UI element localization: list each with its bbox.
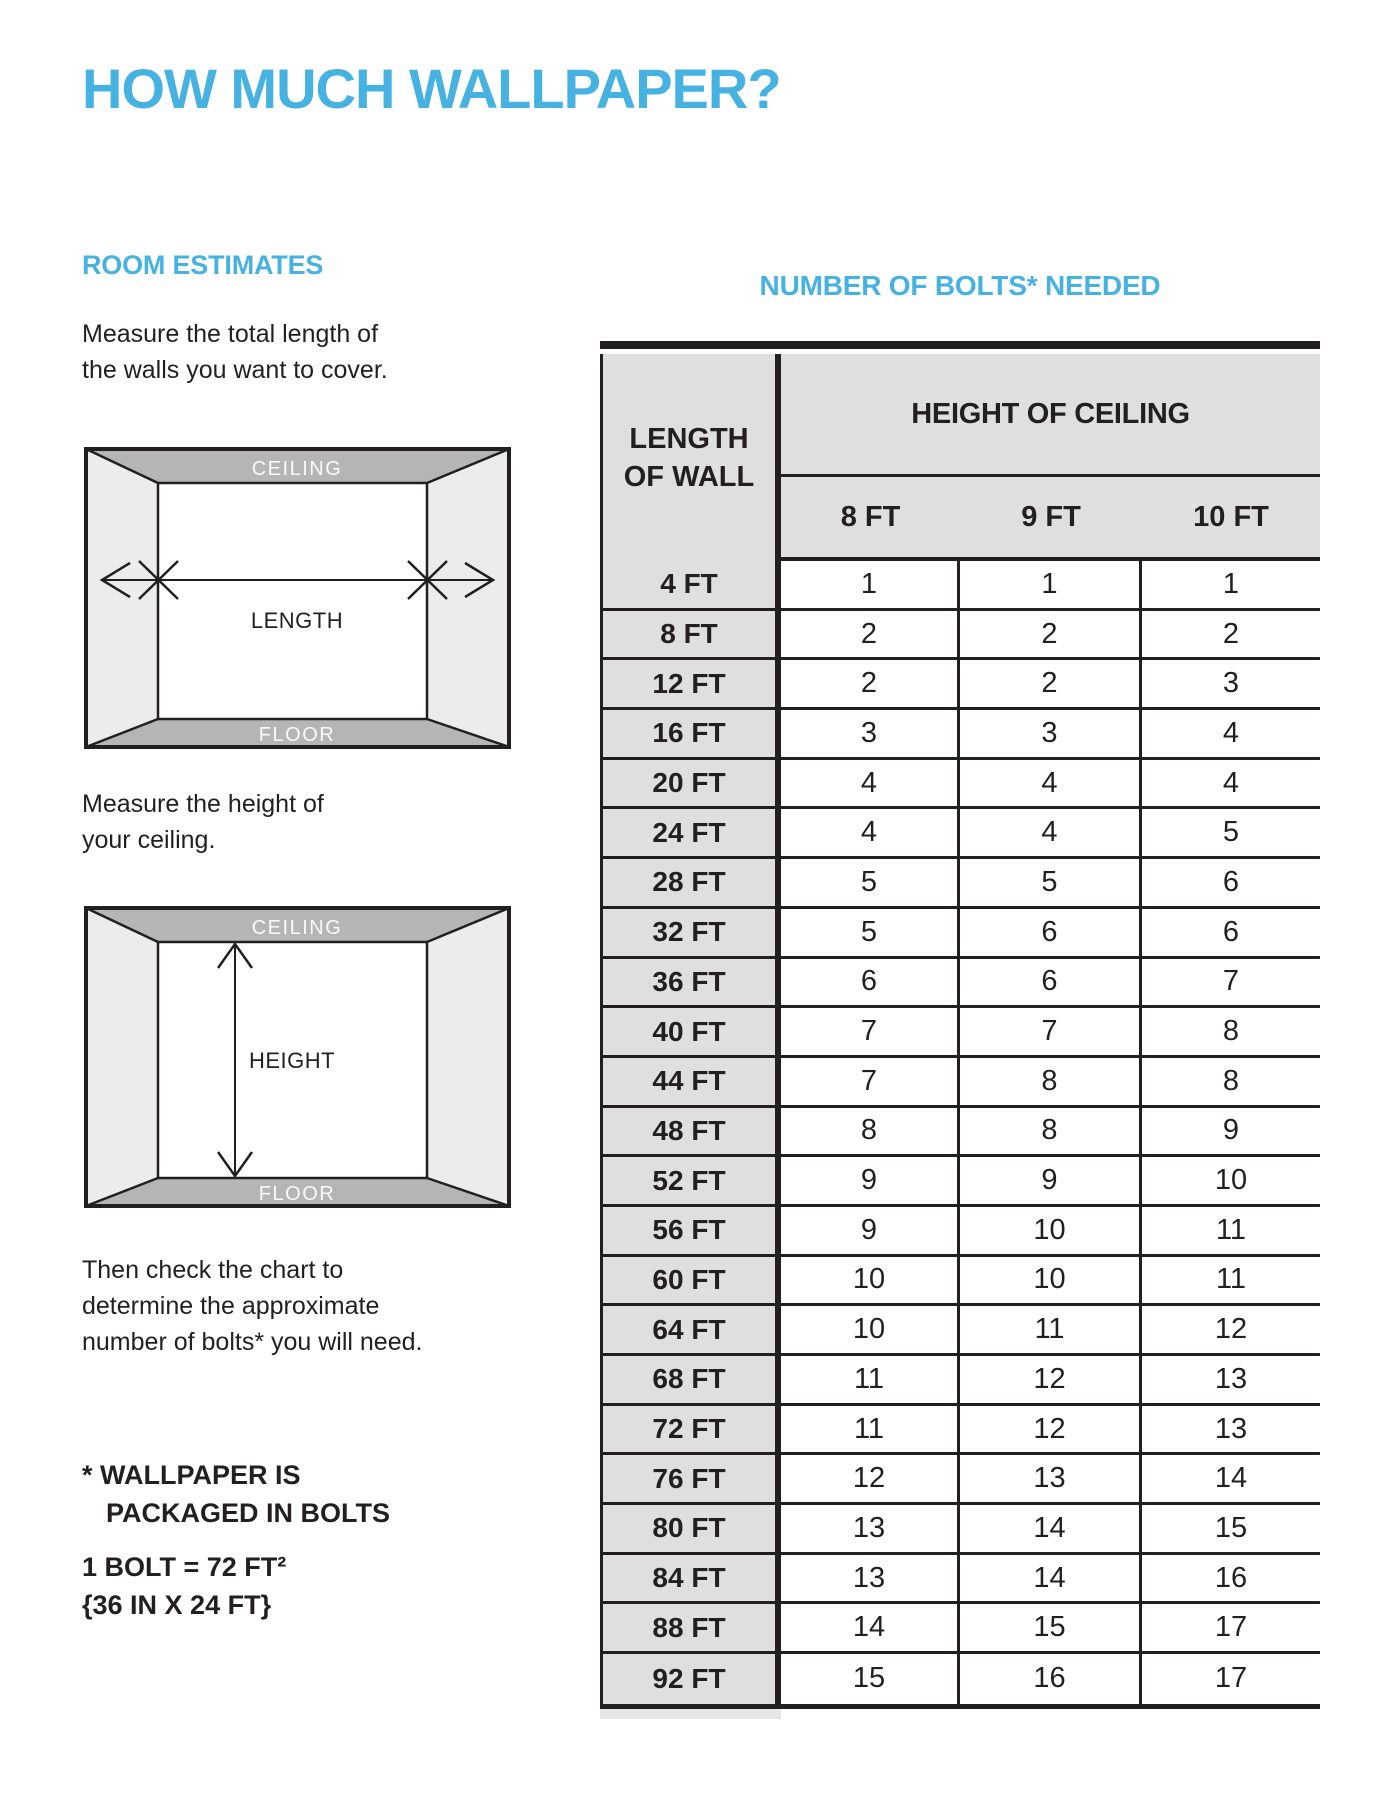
row-label: 40 FT [600,1008,781,1058]
row-label: 16 FT [600,710,781,760]
instruction-line: your ceiling. [82,826,216,854]
instruction-check-chart [82,1252,422,1360]
row-value: 2 [781,660,960,710]
floor-label: FLOOR [258,724,336,746]
row-value: 11 [781,1356,960,1406]
instruction-measure-length [82,316,388,388]
row-value: 14 [781,1604,960,1654]
row-value: 10 [781,1257,960,1307]
row-value: 14 [960,1505,1142,1555]
corner-header-line: LENGTH [629,422,749,455]
row-value: 11 [1142,1207,1320,1257]
row-label: 76 FT [600,1455,781,1505]
row-value: 4 [781,809,960,859]
row-label: 24 FT [600,809,781,859]
row-label: 8 FT [600,611,781,661]
ceiling-label: CEILING [251,917,343,939]
row-label: 44 FT [600,1058,781,1108]
row-value: 13 [781,1505,960,1555]
instruction-line: determine the approximate [82,1292,380,1320]
footnote-line: PACKAGED IN BOLTS [106,1498,391,1528]
row-value: 2 [781,611,960,661]
row-value: 2 [1142,611,1320,661]
height-diagram [84,906,511,1208]
row-label: 32 FT [600,909,781,959]
bolt-info-line: {36 IN X 24 FT} [82,1590,272,1620]
label-column-stub [600,1709,781,1719]
row-value: 13 [1142,1406,1320,1456]
footnote-line: * WALLPAPER IS [82,1460,301,1490]
row-value: 11 [960,1306,1142,1356]
bolts-footnote [82,1456,390,1532]
row-value: 3 [781,710,960,760]
row-value: 8 [960,1108,1142,1158]
row-label: 72 FT [600,1406,781,1456]
bolts-table-grid [600,354,1320,1704]
instruction-line: Measure the height of [82,790,324,818]
row-label: 80 FT [600,1505,781,1555]
row-value: 9 [781,1207,960,1257]
row-value: 6 [960,959,1142,1009]
corner-header-line: OF WALL [623,460,755,493]
height-diagram-svg [84,906,511,1208]
row-value: 2 [960,660,1142,710]
row-value: 10 [1142,1157,1320,1207]
instruction-line: Then check the chart to [82,1256,344,1284]
right-wall [427,449,509,747]
row-value: 12 [960,1356,1142,1406]
row-label: 88 FT [600,1604,781,1654]
row-value: 4 [781,760,960,810]
row-value: 4 [960,809,1142,859]
row-value: 8 [960,1058,1142,1108]
row-label: 56 FT [600,1207,781,1257]
row-value: 12 [781,1455,960,1505]
row-value: 5 [781,909,960,959]
instruction-line: the walls you want to cover. [82,356,388,384]
row-value: 6 [1142,909,1320,959]
left-wall [86,908,158,1206]
row-value: 5 [960,859,1142,909]
row-value: 14 [1142,1455,1320,1505]
row-value: 2 [960,611,1142,661]
column-header-10ft: 10 FT [1142,477,1320,561]
instruction-measure-height [82,786,324,858]
bolts-table-caption: NUMBER OF BOLTS* NEEDED [759,270,1161,301]
column-header-8ft: 8 FT [781,477,960,561]
row-value: 6 [1142,859,1320,909]
instruction-line: Measure the total length of [82,320,379,348]
row-value: 16 [960,1654,1142,1704]
row-value: 11 [781,1406,960,1456]
row-value: 12 [960,1406,1142,1456]
row-value: 6 [781,959,960,1009]
row-label: 68 FT [600,1356,781,1406]
row-value: 1 [1142,561,1320,611]
row-value: 16 [1142,1555,1320,1605]
row-value: 6 [960,909,1142,959]
row-value: 8 [1142,1008,1320,1058]
length-diagram [84,447,511,749]
row-label: 52 FT [600,1157,781,1207]
row-label: 48 FT [600,1108,781,1158]
row-value: 4 [960,760,1142,810]
row-value: 15 [1142,1505,1320,1555]
row-value: 8 [1142,1058,1320,1108]
corner-header-length-of-wall [600,354,781,561]
bolt-size-info [82,1548,286,1624]
row-value: 13 [1142,1356,1320,1406]
column-header-9ft: 9 FT [960,477,1142,561]
left-wall [86,449,158,747]
row-value: 10 [960,1257,1142,1307]
row-label: 20 FT [600,760,781,810]
row-value: 9 [960,1157,1142,1207]
row-value: 9 [1142,1108,1320,1158]
row-value: 17 [1142,1604,1320,1654]
back-wall [158,483,427,719]
row-value: 7 [1142,959,1320,1009]
row-value: 9 [781,1157,960,1207]
row-label: 28 FT [600,859,781,909]
row-value: 8 [781,1108,960,1158]
row-label: 84 FT [600,1555,781,1605]
row-value: 11 [1142,1257,1320,1307]
row-label: 60 FT [600,1257,781,1307]
row-value: 1 [781,561,960,611]
row-value: 15 [960,1604,1142,1654]
row-label: 36 FT [600,959,781,1009]
height-label: HEIGHT [248,1048,336,1073]
length-diagram-svg [84,447,511,749]
row-value: 7 [960,1008,1142,1058]
row-value: 13 [960,1455,1142,1505]
group-header-height-of-ceiling: HEIGHT OF CEILING [781,354,1320,477]
row-label: 4 FT [600,561,781,611]
row-label: 92 FT [600,1654,781,1704]
length-label: LENGTH [250,608,344,633]
row-value: 14 [960,1555,1142,1605]
room-estimates-heading: ROOM ESTIMATES [82,250,324,280]
row-value: 15 [781,1654,960,1704]
bolt-info-line: 1 BOLT = 72 FT² [82,1552,287,1582]
floor-label: FLOOR [258,1183,336,1205]
row-value: 13 [781,1555,960,1605]
row-label: 64 FT [600,1306,781,1356]
row-value: 10 [960,1207,1142,1257]
row-value: 3 [1142,660,1320,710]
row-value: 7 [781,1058,960,1108]
row-label: 12 FT [600,660,781,710]
row-value: 17 [1142,1654,1320,1704]
instruction-line: number of bolts* you will need. [82,1328,423,1356]
page-title: HOW MUCH WALLPAPER? [82,57,781,120]
row-value: 3 [960,710,1142,760]
row-value: 1 [960,561,1142,611]
row-value: 12 [1142,1306,1320,1356]
ceiling-label: CEILING [251,458,343,480]
row-value: 5 [781,859,960,909]
row-value: 10 [781,1306,960,1356]
bolts-table [600,341,1320,1709]
row-value: 7 [781,1008,960,1058]
row-value: 4 [1142,760,1320,810]
right-wall [427,908,509,1206]
row-value: 5 [1142,809,1320,859]
row-value: 4 [1142,710,1320,760]
